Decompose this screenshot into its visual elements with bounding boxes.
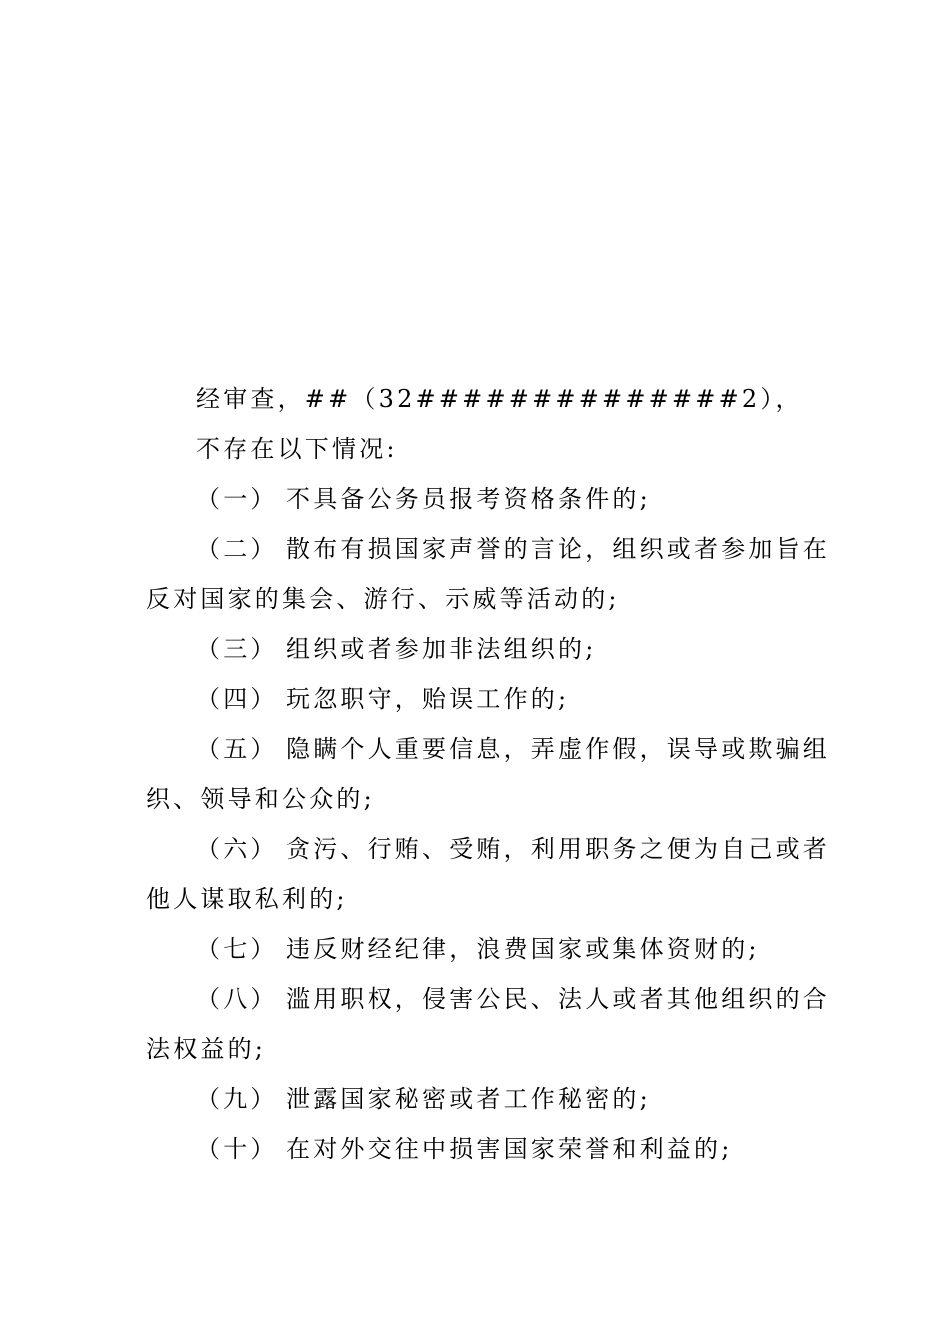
intro-line-2: 不存在以下情况: <box>196 435 398 463</box>
item-9 <box>146 1081 798 1131</box>
item-text: 散布有损国家声誉的言论，组织或者参加旨在 <box>286 535 830 563</box>
item-number: （一） <box>196 485 278 513</box>
item-text: 在对外交往中损害国家荣誉和利益的; <box>286 1135 733 1163</box>
item-4 <box>146 681 798 731</box>
item-1 <box>146 481 798 531</box>
item-number: （十） <box>196 1135 278 1163</box>
item-10 <box>146 1131 798 1181</box>
item-5 <box>146 731 830 781</box>
item-text: 滥用职权，侵害公民、法人或者其他组织的合 <box>286 985 830 1013</box>
item-number: （二） <box>196 535 278 563</box>
item-5-continuation: 织、领导和公众的; <box>146 785 375 813</box>
item-6-continuation: 他人谋取私利的; <box>146 885 348 913</box>
item-text: 隐瞒个人重要信息，弄虚作假，误导或欺骗组 <box>286 735 830 763</box>
item-3 <box>146 631 798 681</box>
item-text: 组织或者参加非法组织的; <box>286 635 597 663</box>
item-text: 贪污、行贿、受贿，利用职务之便为自己或者 <box>286 835 830 863</box>
item-number: （四） <box>196 685 278 713</box>
item-2-continuation: 反对国家的集会、游行、示威等活动的; <box>146 585 620 613</box>
intro-line-1: 经审查，##（32##############2）， <box>196 385 803 413</box>
item-8-continuation: 法权益的; <box>146 1035 267 1063</box>
item-number: （八） <box>196 985 278 1013</box>
item-number: （五） <box>196 735 278 763</box>
item-text: 不具备公务员报考资格条件的; <box>286 485 651 513</box>
item-text: 违反财经纪律，浪费国家或集体资财的; <box>286 935 760 963</box>
item-text: 玩忽职守，贻误工作的; <box>286 685 570 713</box>
item-6 <box>146 831 830 881</box>
item-number: （七） <box>196 935 278 963</box>
item-number: （九） <box>196 1085 278 1113</box>
item-7 <box>146 931 798 981</box>
document-body <box>146 381 830 1181</box>
item-2 <box>146 531 830 581</box>
item-number: （三） <box>196 635 278 663</box>
item-number: （六） <box>196 835 278 863</box>
item-8 <box>146 981 830 1031</box>
item-text: 泄露国家秘密或者工作秘密的; <box>286 1085 651 1113</box>
